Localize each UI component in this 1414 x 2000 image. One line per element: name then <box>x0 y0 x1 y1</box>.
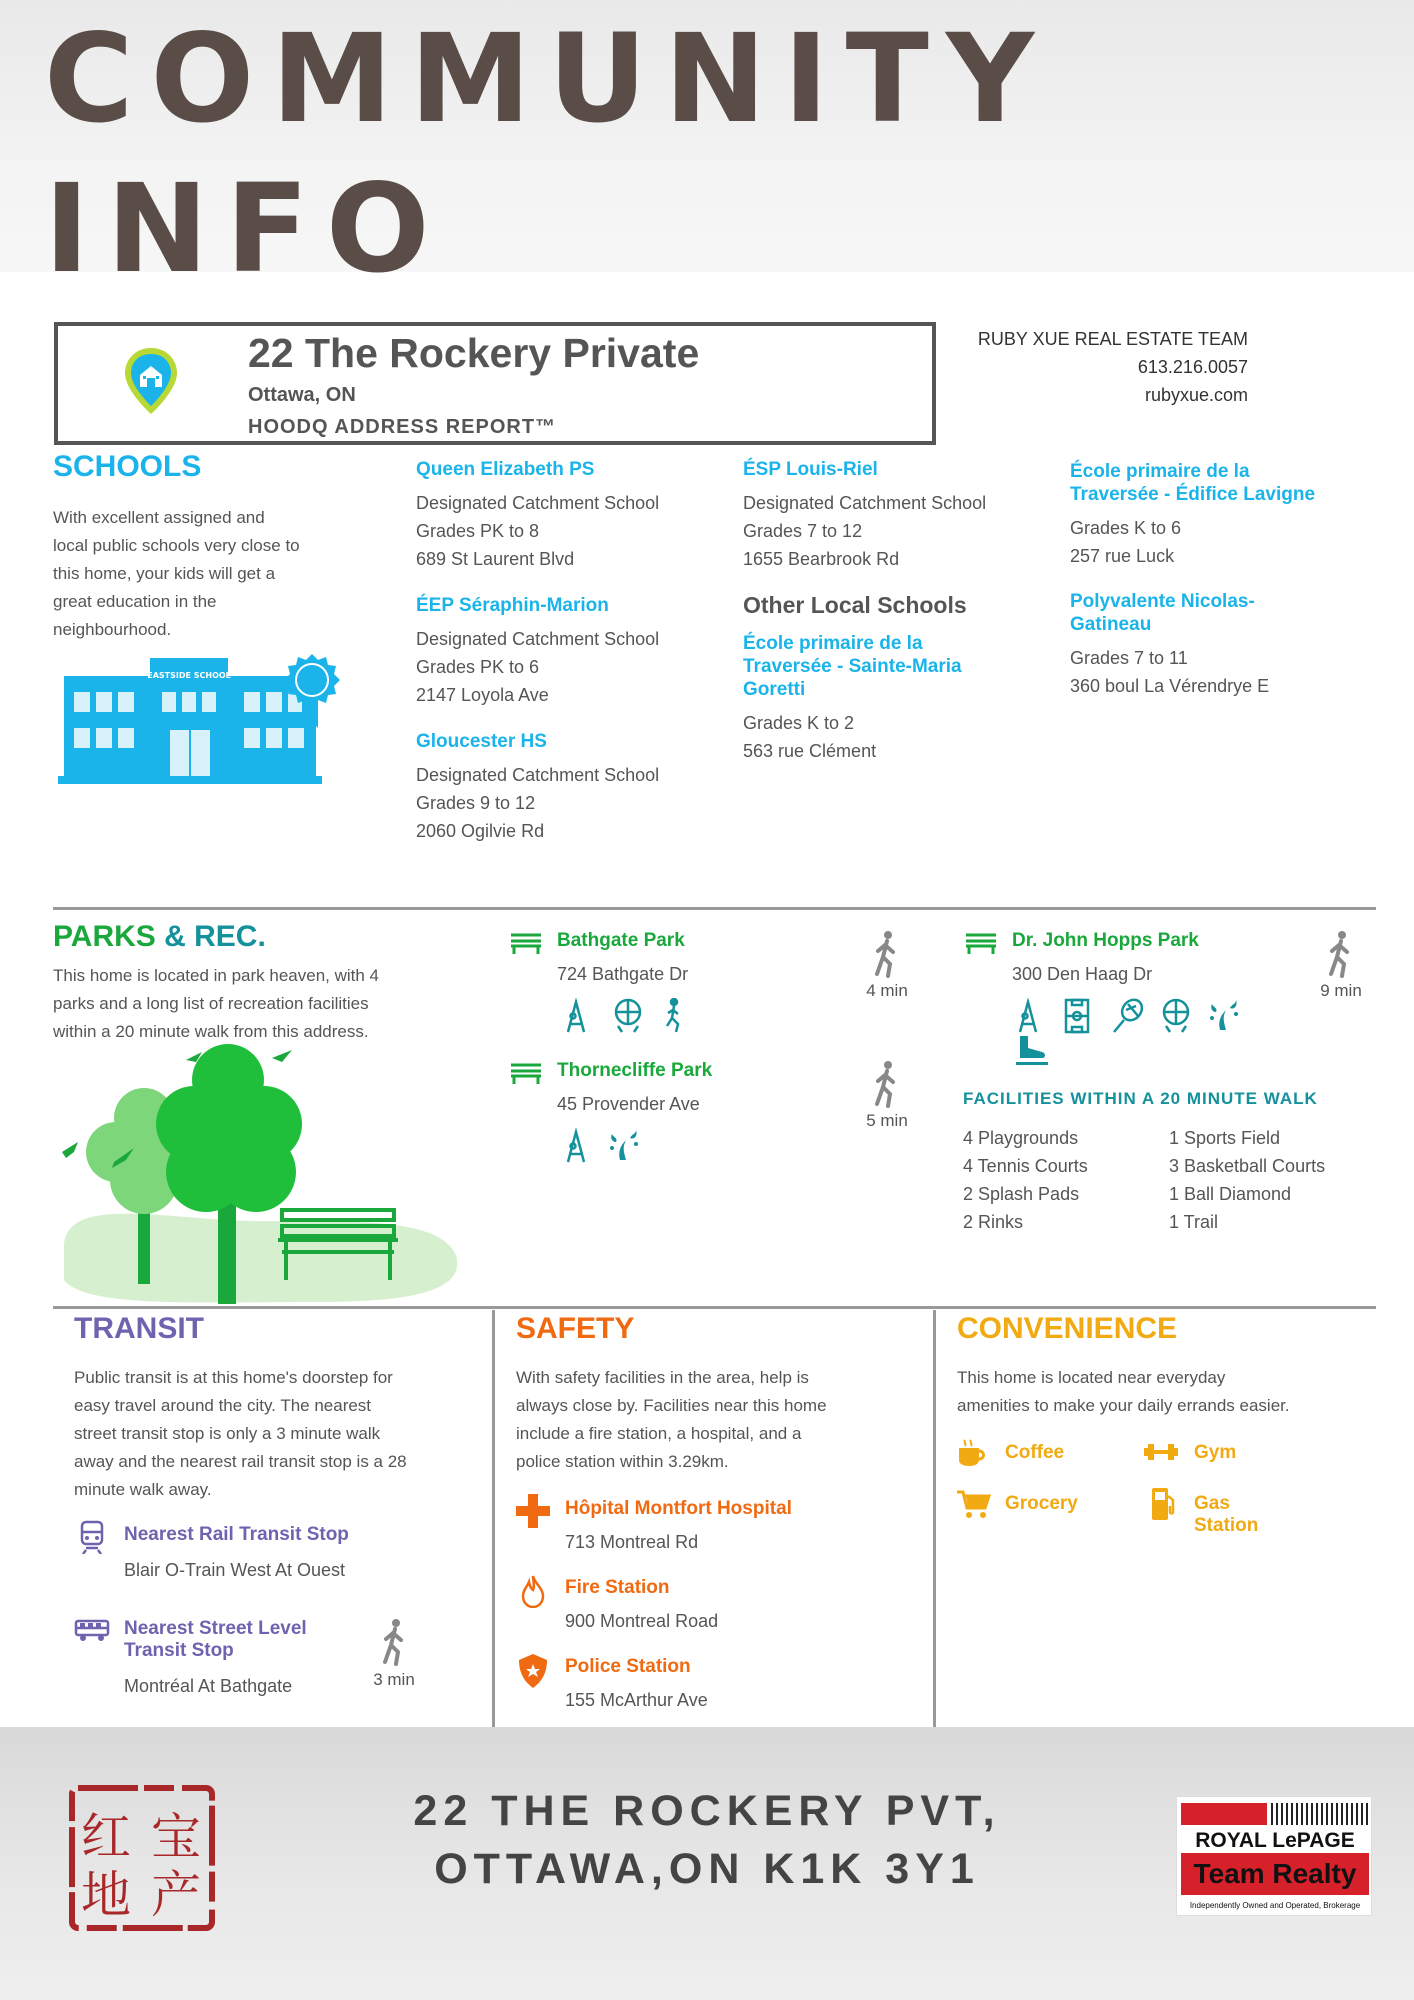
school-sign-text: EASTSIDE SCHOOL <box>147 671 231 680</box>
splash-pad-icon <box>610 1130 638 1160</box>
home-location-pin-icon <box>122 345 180 417</box>
police-station-name[interactable]: Police Station <box>565 1656 691 1677</box>
gas-station-label[interactable]: Gas Station <box>1194 1493 1259 1536</box>
brokerage-tagline: Independently Owned and Operated, Brokerage <box>1189 1901 1361 1910</box>
walk-icon <box>872 930 902 978</box>
walk-time: 4 min <box>866 981 908 1000</box>
bus-icon <box>74 1619 110 1641</box>
parks-heading: PARKS & REC. <box>53 920 266 953</box>
school-building-icon <box>58 652 340 790</box>
park-bench-icon <box>509 1062 543 1084</box>
brokerage-name: ROYAL LePAGE <box>1195 1829 1355 1852</box>
sports-field-icon <box>1066 1000 1088 1032</box>
walk-icon <box>1326 930 1356 978</box>
park-amenities <box>564 1128 664 1169</box>
school-name[interactable]: Gloucester HS <box>416 731 547 752</box>
school-edifice-lavigne: École primaire de la Traversée - Édifice Lavigne Grades K to 6 257 rue Luck <box>1070 460 1400 570</box>
police-station-address: 155 McArthur Ave <box>565 1690 708 1710</box>
royal-lepage-logo <box>1176 1796 1372 1916</box>
safety-intro: With safety facilities in the area, help is always close by. Facilities near this home include a fire station, a hospital, and a police station within 3.29km. <box>516 1368 827 1471</box>
address-street: 22 The Rockery Private <box>248 330 700 376</box>
park-name[interactable]: Thornecliffe Park <box>557 1060 713 1081</box>
facilities-heading: FACILITIES WITHIN A 20 MINUTE WALK <box>963 1089 1318 1108</box>
transit-intro: Public transit is at this home's doorstep for easy travel around the city. The nearest street transit stop is only a 3 minute walk away and the nearest rail transit stop is a 28 minute walk away. <box>74 1368 407 1499</box>
page-title-line1: COMMUNITY <box>44 8 1052 150</box>
other-local-schools-heading: Other Local Schools <box>743 592 967 618</box>
school-seraphin-marion: ÉEP Séraphin-Marion Designated Catchment School Grades PK to 6 2147 Loyola Ave <box>416 594 716 709</box>
school-name[interactable]: Queen Elizabeth PS <box>416 459 595 480</box>
agent-phone[interactable]: 613.216.0057 <box>1137 357 1248 377</box>
gym-label[interactable]: Gym <box>1194 1442 1237 1463</box>
svg-text:红: 红 <box>81 1808 131 1866</box>
school-louis-riel: ÉSP Louis-Riel Designated Catchment School Grades 7 to 12 1655 Bearbrook Rd <box>743 458 1043 573</box>
park-name[interactable]: Dr. John Hopps Park <box>1012 930 1199 951</box>
safety-heading: SAFETY <box>516 1312 635 1345</box>
walk-icon <box>380 1618 410 1666</box>
agent-website[interactable]: rubyxue.com <box>1144 385 1248 405</box>
school-name[interactable]: ÉSP Louis-Riel <box>743 459 878 480</box>
schools-heading: SCHOOLS <box>53 450 202 483</box>
agent-team: RUBY XUE REAL ESTATE TEAM <box>977 329 1248 349</box>
convenience-heading: CONVENIENCE <box>957 1312 1178 1345</box>
gas-station-icon <box>1150 1486 1176 1522</box>
school-name[interactable]: ÉEP Séraphin-Marion <box>416 595 609 616</box>
basketball-icon <box>1164 1000 1188 1032</box>
coffee-label[interactable]: Coffee <box>1005 1442 1065 1463</box>
svg-text:产: 产 <box>151 1866 201 1924</box>
school-sainte-maria-goretti: École primaire de la Traversée - Sainte-Maria Goretti Grades K to 2 563 rue Clément <box>743 632 1043 765</box>
address-city: Ottawa, ON <box>248 384 356 406</box>
rail-transit-label[interactable]: Nearest Rail Transit Stop <box>124 1524 349 1545</box>
column-divider <box>492 1310 495 1727</box>
gym-icon <box>1144 1442 1178 1462</box>
playground-icon <box>568 1002 584 1032</box>
footer-address-line2: OTTAWA,ON K1K 3Y1 <box>434 1845 980 1893</box>
school-queen-elizabeth: Queen Elizabeth PS Designated Catchment School Grades PK to 8 689 St Laurent Blvd <box>416 458 716 573</box>
trail-icon <box>667 999 678 1032</box>
svg-text:地: 地 <box>81 1866 131 1924</box>
svg-text:宝: 宝 <box>151 1808 201 1866</box>
park-name[interactable]: Bathgate Park <box>557 930 685 951</box>
skate-icon <box>1016 1036 1048 1065</box>
page-title-line2: INFO <box>44 158 447 300</box>
park-address: 724 Bathgate Dr <box>557 964 689 984</box>
column-divider <box>933 1310 936 1727</box>
divider <box>53 907 1376 910</box>
tennis-icon <box>1114 998 1146 1032</box>
playground-icon <box>1020 1002 1036 1032</box>
hospital-name[interactable]: Hôpital Montfort Hospital <box>565 1498 792 1519</box>
splash-pad-icon <box>1210 1000 1238 1030</box>
walk-time: 9 min <box>1320 981 1362 1000</box>
address-report-label: HOODQ ADDRESS REPORT™ <box>248 416 557 438</box>
rail-transit-stop: Blair O-Train West At Ouest <box>124 1560 346 1580</box>
playground-icon <box>568 1132 584 1162</box>
school-name[interactable]: Polyvalente Nicolas- Gatineau <box>1070 591 1255 635</box>
park-illustration-icon <box>56 1040 462 1312</box>
park-bench-icon <box>509 932 543 954</box>
park-amenities <box>564 998 764 1039</box>
walk-icon <box>872 1060 902 1108</box>
divider <box>53 1306 1376 1309</box>
hospital-cross-icon <box>516 1494 550 1528</box>
park-address: 45 Provender Ave <box>557 1094 700 1114</box>
fire-icon <box>521 1574 545 1608</box>
grocery-label[interactable]: Grocery <box>1005 1493 1078 1514</box>
walk-time: 3 min <box>373 1670 415 1689</box>
train-icon <box>80 1520 104 1554</box>
street-transit-stop: Montréal At Bathgate <box>124 1676 293 1696</box>
footer-address-line1: 22 THE ROCKERY PVT, <box>413 1787 1001 1835</box>
street-transit-label[interactable]: Nearest Street Level Transit Stop <box>124 1618 307 1661</box>
facilities-list-right: 1 Sports Field 3 Basketball Courts 1 Ball Diamond 1 Trail <box>1169 1128 1326 1232</box>
brokerage-team: Team Realty <box>1193 1858 1357 1889</box>
coffee-icon <box>957 1438 989 1468</box>
school-gloucester: Gloucester HS Designated Catchment School Grades 9 to 12 2060 Ogilvie Rd <box>416 730 716 845</box>
park-bench-icon <box>964 932 998 954</box>
grocery-cart-icon <box>957 1488 991 1520</box>
convenience-intro: This home is located near everyday amenities to make your daily errands easier. <box>957 1368 1290 1415</box>
fire-station-address: 900 Montreal Road <box>565 1611 719 1631</box>
school-name[interactable]: École primaire de la Traversée - Sainte-Maria Goretti <box>743 633 962 700</box>
schools-intro: With excellent assigned and local public schools very close to this home, your kids will get a great education in the neighbourhood. <box>53 508 300 639</box>
walk-time: 5 min <box>866 1111 908 1130</box>
school-name[interactable]: École primaire de la Traversée - Édifice Lavigne <box>1070 461 1316 505</box>
hospital-address: 713 Montreal Rd <box>565 1532 699 1552</box>
school-nicolas-gatineau: Polyvalente Nicolas- Gatineau Grades 7 to 11 360 boul La Vérendrye E <box>1070 590 1400 700</box>
park-amenities <box>1016 998 1246 1075</box>
red-seal-logo <box>66 1782 218 1934</box>
basketball-icon <box>616 1000 640 1032</box>
transit-heading: TRANSIT <box>74 1312 204 1345</box>
fire-station-name[interactable]: Fire Station <box>565 1577 670 1598</box>
police-badge-icon <box>519 1654 547 1688</box>
parks-intro: This home is located in park heaven, with 4 parks and a long list of recreation facilities within a 20 minute walk from this address. <box>53 966 380 1041</box>
facilities-list-left: 4 Playgrounds 4 Tennis Courts 2 Splash Pads 2 Rinks <box>963 1128 1088 1232</box>
park-address: 300 Den Haag Dr <box>1012 964 1153 984</box>
